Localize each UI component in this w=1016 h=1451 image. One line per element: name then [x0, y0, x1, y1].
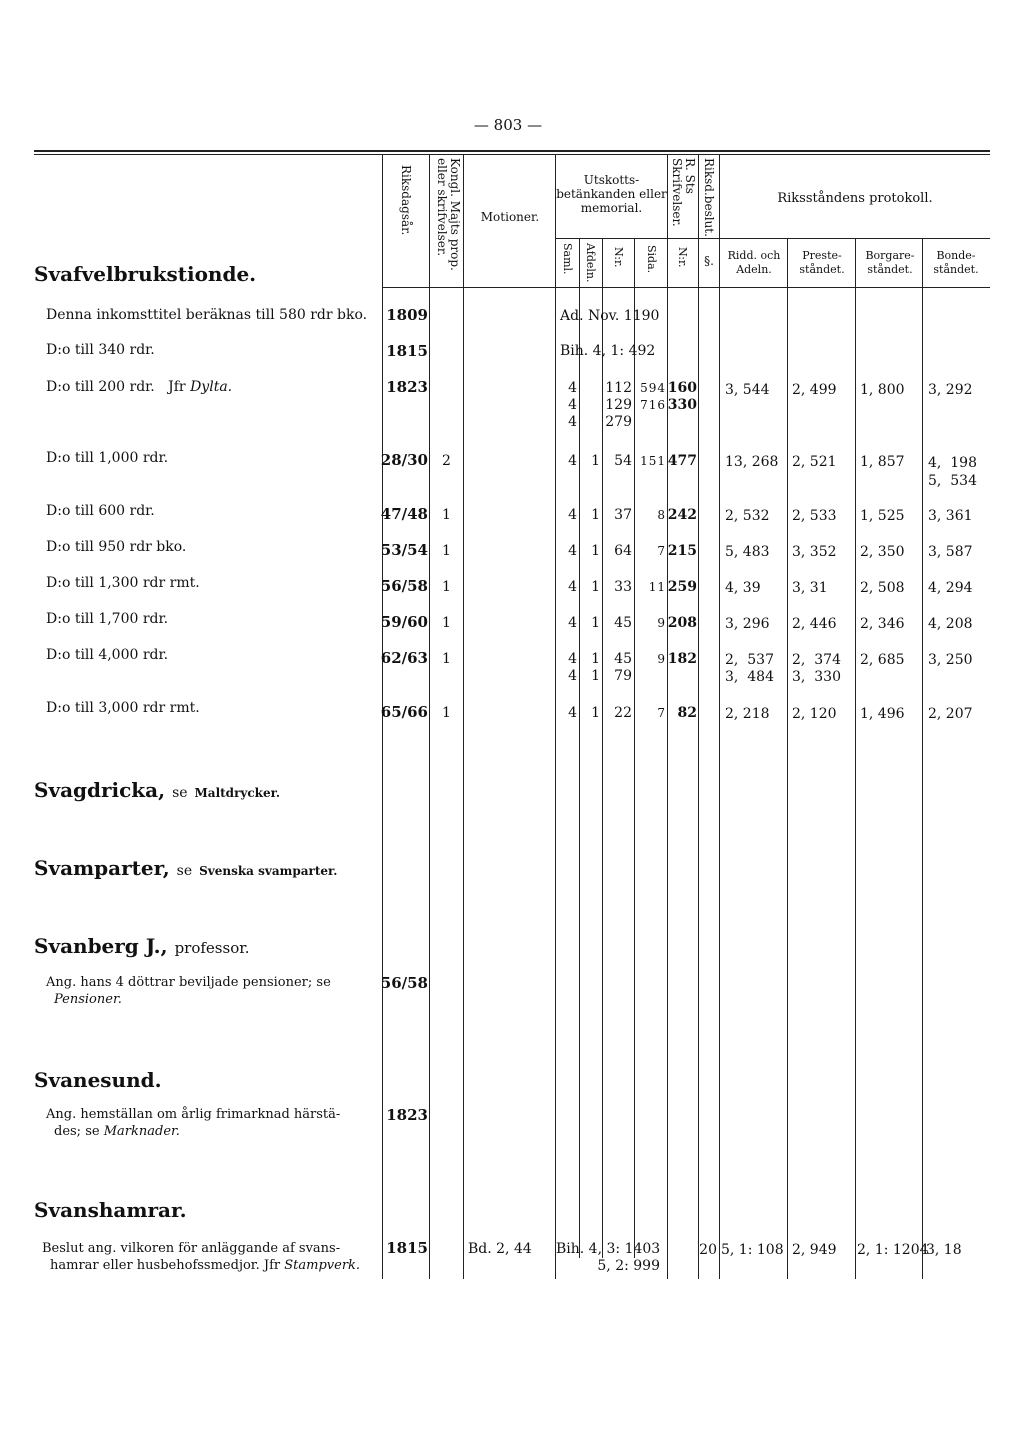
- header-paragraf: §.: [704, 254, 714, 268]
- row-year: 28/30: [380, 451, 428, 469]
- row-desc: D:o till 1,700 rdr.: [46, 611, 169, 627]
- cell-bonde: 3, 292: [928, 382, 973, 398]
- row-year: 59/60: [380, 613, 428, 631]
- cell-nr: 37: [614, 507, 632, 523]
- cell-kongl: 1: [442, 651, 451, 667]
- cell-bonde: 3, 18: [926, 1242, 962, 1258]
- cell-afd: 1: [591, 579, 600, 595]
- desc-text-b: hamrar eller husbehofssmedjor.: [50, 1258, 260, 1273]
- row-year: 65/66: [380, 703, 428, 721]
- row-utskott: Bih. 4, 1: 492: [560, 343, 656, 359]
- header-utskotts: Utskotts- betänkanden eller memorial.: [556, 173, 667, 215]
- cell-ridd: 13, 268: [725, 454, 779, 470]
- desc-jfr: Jfr: [168, 379, 186, 395]
- cell-rsts: 82: [677, 705, 697, 721]
- cell-borgare: 1, 857: [860, 454, 905, 470]
- header-riksdagsar: Riksdagsår.: [399, 165, 413, 236]
- section-title: [34, 856, 337, 880]
- cell-preste: 2, 949: [792, 1242, 837, 1258]
- desc-ref: Dylta.: [190, 379, 233, 395]
- row-year: 47/48: [380, 505, 428, 523]
- col-line: [463, 154, 464, 1279]
- col-line: [855, 238, 856, 1279]
- desc-ref: Stampverk.: [284, 1258, 361, 1273]
- cell-nr: 112 129 279: [605, 380, 632, 430]
- cell-afd: 1: [591, 705, 600, 721]
- cell-afd: 1: [591, 507, 600, 523]
- cell-kongl: 1: [442, 705, 451, 721]
- cell-saml: 4: [568, 579, 577, 595]
- section-subtitle: professor.: [174, 939, 250, 957]
- row-desc: D:o till 950 rdr bko.: [46, 539, 187, 555]
- cell-preste: 2, 374 3, 330: [792, 652, 841, 685]
- cell-saml: 4: [568, 615, 577, 631]
- cell-sida: 8: [657, 508, 666, 522]
- cell-borgare: 2, 508: [860, 580, 905, 596]
- row-year: 56/58: [380, 577, 428, 595]
- desc-ref: Marknader.: [103, 1124, 180, 1139]
- cell-borgare: 2, 350: [860, 544, 905, 560]
- row-desc: D:o till 340 rdr.: [46, 342, 155, 358]
- header-afdeln: Afdeln.: [584, 243, 597, 283]
- cell-bonde: 3, 587: [928, 544, 973, 560]
- cell-preste: 2, 499: [792, 382, 837, 398]
- cell-kongl: 2: [442, 453, 451, 469]
- cell-sida: 9: [657, 652, 666, 666]
- cell-ridd: 2, 532: [725, 508, 770, 524]
- cell-ridd: 3, 544: [725, 382, 770, 398]
- row-year: 62/63: [380, 649, 428, 667]
- cell-kongl: 1: [442, 579, 451, 595]
- col-line: [698, 154, 699, 1279]
- desc-text-b: des; se: [54, 1124, 100, 1139]
- cell-kongl: 1: [442, 543, 451, 559]
- desc-jfr: Jfr: [263, 1258, 281, 1273]
- cell-rsts: 208: [667, 615, 697, 631]
- cell-sida: 7: [657, 706, 666, 720]
- header-saml: Saml.: [561, 243, 574, 275]
- cell-ridd: 2, 218: [725, 706, 770, 722]
- cell-sida: 11: [648, 580, 666, 594]
- header-motioner: Motioner.: [480, 210, 540, 224]
- section-title: [34, 934, 250, 958]
- cell-motioner: Bd. 2, 44: [468, 1241, 532, 1257]
- col-line: [579, 238, 580, 1258]
- row-utskott: Ad. Nov. 1190: [560, 308, 660, 324]
- header-riksd-beslut: Riksd.beslut.: [702, 158, 716, 237]
- top-rule: [34, 150, 990, 152]
- row-desc: D:o till 4,000 rdr.: [46, 647, 169, 663]
- desc-text: Beslut ang. vilkoren för anläggande af svans-: [42, 1241, 341, 1256]
- cell-ridd: 5, 1: 108: [721, 1242, 784, 1258]
- cell-afd: 1 1: [591, 651, 600, 684]
- cell-preste: 2, 521: [792, 454, 837, 470]
- cell-nr: 45: [614, 615, 632, 631]
- cell-nr: 33: [614, 579, 632, 595]
- row-desc: [42, 1240, 378, 1274]
- cell-rsts: 215: [667, 543, 697, 559]
- cell-saml: 4: [568, 453, 577, 469]
- header-preste: Preste- ståndet.: [799, 249, 845, 276]
- page-number: — 803 —: [473, 116, 543, 134]
- cell-preste: 2, 120: [792, 706, 837, 722]
- cell-saml: 4: [568, 543, 577, 559]
- header-borgare: Borgare- ståndet.: [865, 249, 915, 276]
- cell-nr: 22: [614, 705, 632, 721]
- section-title: Svanesund.: [34, 1068, 162, 1092]
- header-kongl: Kongl. Majts prop. eller skrifvelser.: [435, 158, 462, 271]
- cell-saml: 4: [568, 705, 577, 721]
- section-name: Svanberg J.,: [34, 934, 168, 958]
- col-line: [787, 238, 788, 1279]
- top-rule-2: [34, 154, 990, 155]
- cell-bonde: 4, 294: [928, 580, 973, 596]
- col-line: [922, 238, 923, 1279]
- cell-rsts: 477: [667, 453, 697, 469]
- cell-borgare: 2, 685: [860, 652, 905, 668]
- cell-afd: 1: [591, 453, 600, 469]
- cell-sida: 7: [657, 544, 666, 558]
- section-title: Svafvelbrukstionde.: [34, 262, 257, 286]
- row-year: 1815: [386, 342, 428, 360]
- cell-nr: 54: [614, 453, 632, 469]
- desc-text: D:o till 200 rdr.: [46, 379, 155, 395]
- section-name: Svamparter,: [34, 856, 170, 880]
- header-ridd: Ridd. och Adeln.: [727, 249, 781, 276]
- cell-kongl: 1: [442, 615, 451, 631]
- cell-afd: 1: [591, 543, 600, 559]
- cell-preste: 2, 533: [792, 508, 837, 524]
- row-desc: D:o till 1,000 rdr.: [46, 450, 169, 466]
- header-nr: N:r.: [612, 247, 625, 268]
- section-title: Svanshamrar.: [34, 1198, 187, 1222]
- cell-ridd: 4, 39: [725, 580, 761, 596]
- cell-kongl: 1: [442, 507, 451, 523]
- section-name: Svagdricka,: [34, 778, 166, 802]
- cell-preste: 3, 31: [792, 580, 828, 596]
- row-year: 53/54: [380, 541, 428, 559]
- cell-rsts: 259: [667, 579, 697, 595]
- row-year: 1815: [386, 1239, 428, 1257]
- cell-borgare: 1, 496: [860, 706, 905, 722]
- desc-ref: Pensioner.: [54, 992, 122, 1007]
- section-ref: Svenska svamparter.: [199, 864, 338, 878]
- cell-sida: 594 716: [640, 381, 666, 412]
- cell-rsts: 160 330: [667, 380, 697, 413]
- header-bonde: Bonde- ståndet.: [933, 249, 979, 276]
- row-desc: [46, 1106, 378, 1140]
- cell-saml: 4: [568, 507, 577, 523]
- cell-bonde: 4, 198 5, 534: [928, 455, 977, 489]
- subheader-rule: [555, 238, 990, 239]
- cell-ridd: 2, 537 3, 484: [725, 652, 774, 685]
- cell-sida: 151: [640, 454, 666, 468]
- cell-saml: 4 4 4: [568, 380, 577, 430]
- row-desc: D:o till 3,000 rdr rmt.: [46, 700, 200, 716]
- row-desc: [46, 974, 378, 1008]
- cell-borgare: 2, 346: [860, 616, 905, 632]
- cell-rsts: 182: [667, 651, 697, 667]
- desc-text: Ang. hemställan om årlig frimarknad härstä-: [46, 1107, 341, 1122]
- cell-borgare: 2, 1: 1204: [857, 1242, 929, 1258]
- cell-bonde: 4, 208: [928, 616, 973, 632]
- cell-ridd: 5, 483: [725, 544, 770, 560]
- row-desc: [46, 379, 232, 395]
- cell-preste: 3, 352: [792, 544, 837, 560]
- desc-text: Ang. hans 4 döttrar beviljade pensioner; se: [46, 975, 331, 990]
- col-line: [555, 154, 556, 1279]
- row-desc: D:o till 600 rdr.: [46, 503, 155, 519]
- cell-paragraf: 20: [699, 1242, 717, 1258]
- row-year: 56/58: [380, 974, 428, 992]
- cell-bonde: 3, 250: [928, 652, 973, 668]
- row-year: 1809: [386, 306, 428, 324]
- header-protokoll: Riksståndens protokoll.: [777, 191, 933, 206]
- cell-bonde: 3, 361: [928, 508, 973, 524]
- cell-borgare: 1, 525: [860, 508, 905, 524]
- row-desc: Denna inkomsttitel beräknas till 580 rdr bko.: [46, 307, 368, 323]
- header-bottom-rule: [382, 287, 990, 288]
- cell-ridd: 3, 296: [725, 616, 770, 632]
- cell-bonde: 2, 207: [928, 706, 973, 722]
- header-r-sts: R. Sts Skrifvelser.: [670, 158, 697, 227]
- cell-preste: 2, 446: [792, 616, 837, 632]
- section-ref: Maltdrycker.: [194, 786, 281, 800]
- section-se: se: [172, 785, 188, 801]
- section-se: se: [176, 863, 193, 879]
- row-desc: D:o till 1,300 rdr rmt.: [46, 575, 200, 591]
- cell-sida: 9: [657, 616, 666, 630]
- cell-nr: 64: [614, 543, 632, 559]
- cell-saml: 4 4: [568, 651, 577, 684]
- cell-rsts: 242: [667, 507, 697, 523]
- col-line: [719, 154, 720, 1279]
- row-year: 1823: [386, 1106, 428, 1124]
- cell-nr: 45 79: [614, 651, 632, 684]
- header-nr2: N:r.: [676, 247, 689, 268]
- row-year: 1823: [386, 378, 428, 396]
- section-title: [34, 778, 280, 802]
- header-sida: Sida.: [645, 245, 658, 274]
- cell-afd: 1: [591, 615, 600, 631]
- cell-utskott: Bih. 4, 3: 1403 5, 2: 999: [556, 1241, 661, 1274]
- cell-borgare: 1, 800: [860, 382, 905, 398]
